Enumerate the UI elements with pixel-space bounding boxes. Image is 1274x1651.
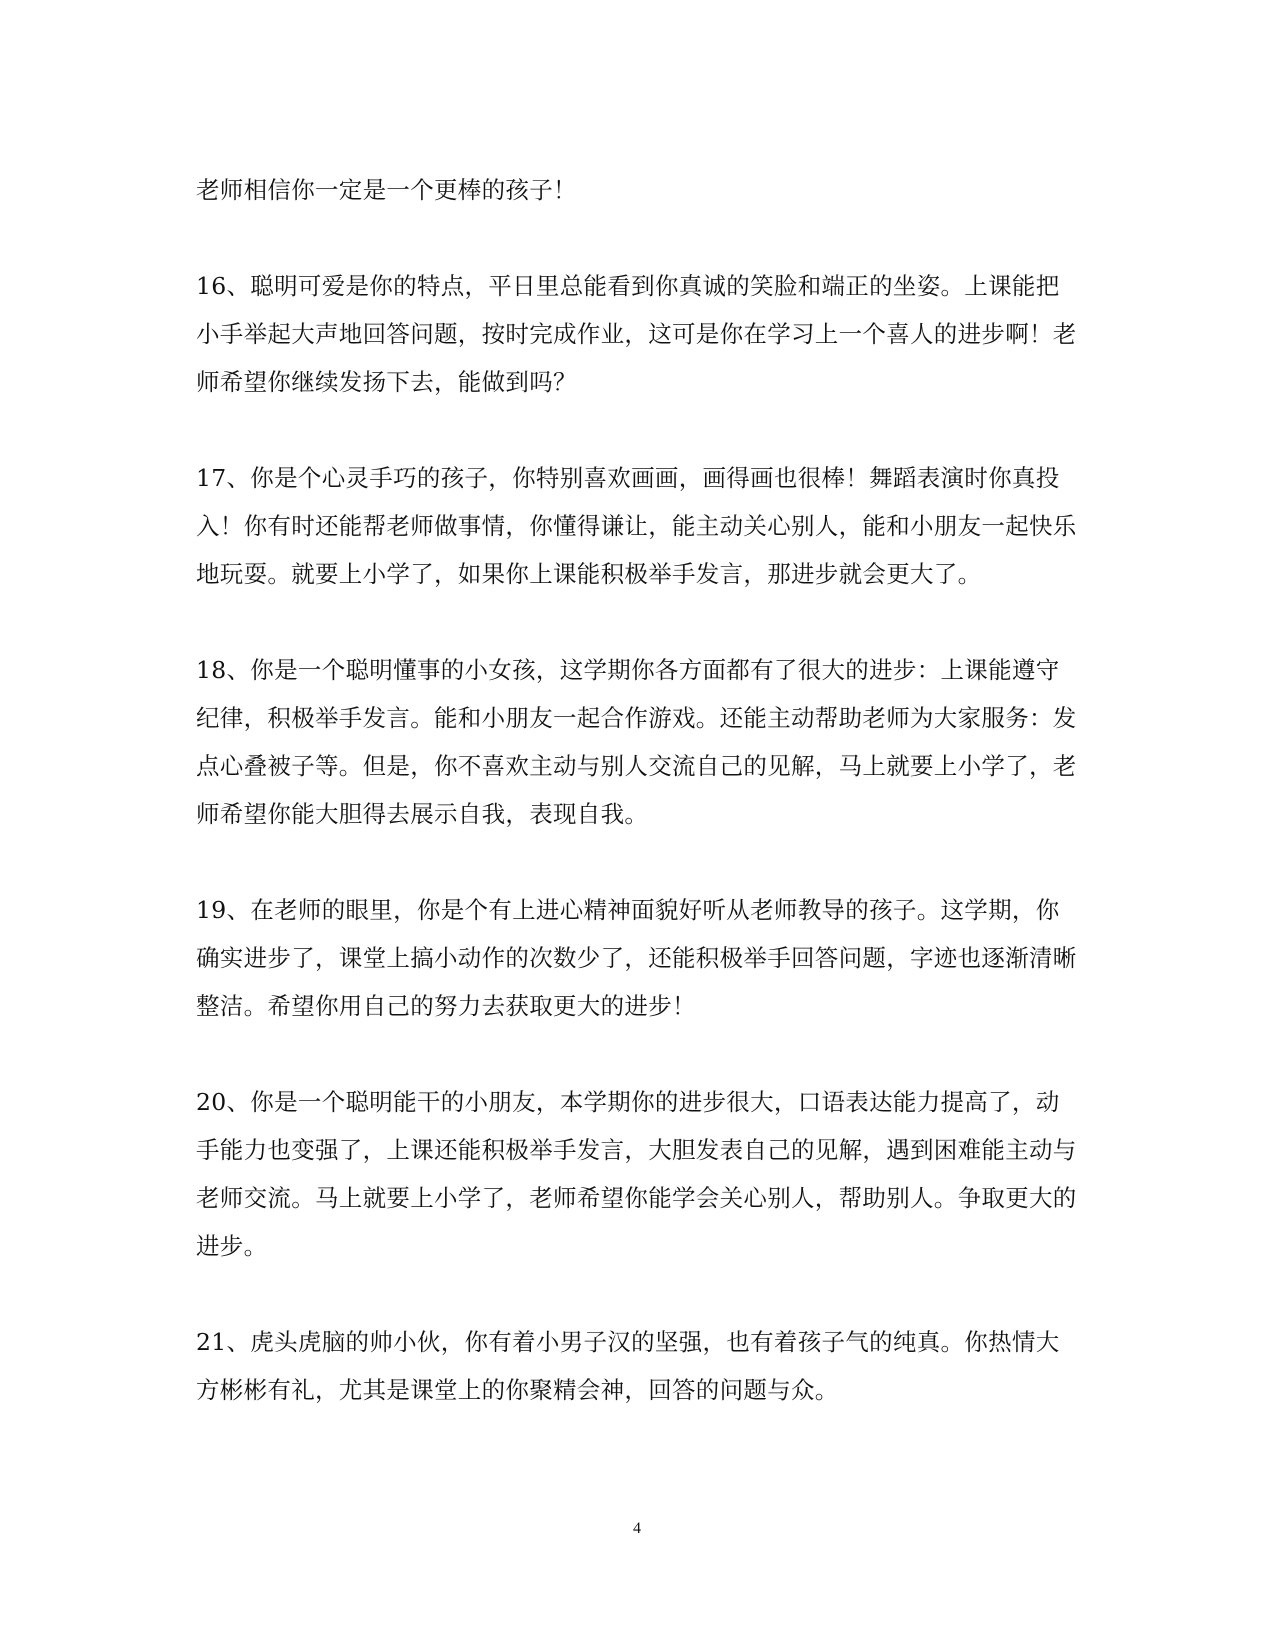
paragraph-19: 19、在老师的眼里，你是个有上进心精神面貌好听从老师教导的孩子。这学期，你确实进步了，课堂上搞小动作的次数少了，还能积极举手回答问题，字迹也逐渐清晰整洁。希望你用自己的努力去获取更大的进步！ <box>196 896 1077 1020</box>
page-number: 4 <box>633 1520 641 1537</box>
paragraph-16: 16、聪明可爱是你的特点，平日里总能看到你真诚的笑脸和端正的坐姿。上课能把小手举起大声地回答问题，按时完成作业，这可是你在学习上一个喜人的进步啊！老师希望你继续发扬下去，能做到吗？ <box>196 272 1077 396</box>
paragraph-21: 21、虎头虎脑的帅小伙，你有着小男子汉的坚强，也有着孩子气的纯真。你热情大方彬彬有礼，尤其是课堂上的你聚精会神，回答的问题与众。 <box>196 1328 1060 1404</box>
paragraph-closing-15: 老师相信你一定是一个更棒的孩子！ <box>196 176 577 204</box>
paragraph-18: 18、你是一个聪明懂事的小女孩，这学期你各方面都有了很大的进步：上课能遵守纪律，积极举手发言。能和小朋友一起合作游戏。还能主动帮助老师为大家服务：发点心叠被子等。但是，你不喜欢主动与别人交流自己的见解，马上就要上小学了，老师希望你能大胆得去展示自我，表现自我。 <box>196 656 1077 828</box>
paragraph-20: 20、你是一个聪明能干的小朋友，本学期你的进步很大，口语表达能力提高了，动手能力也变强了，上课还能积极举手发言，大胆发表自己的见解，遇到困难能主动与老师交流。马上就要上小学了，老师希望你能学会关心别人，帮助别人。争取更大的进步。 <box>196 1088 1077 1260</box>
paragraph-17: 17、你是个心灵手巧的孩子，你特别喜欢画画，画得画也很棒！舞蹈表演时你真投入！你有时还能帮老师做事情，你懂得谦让，能主动关心别人，能和小朋友一起快乐地玩耍。就要上小学了，如果你上课能积极举手发言，那进步就会更大了。 <box>196 464 1077 588</box>
document-body <box>196 166 1078 1414</box>
